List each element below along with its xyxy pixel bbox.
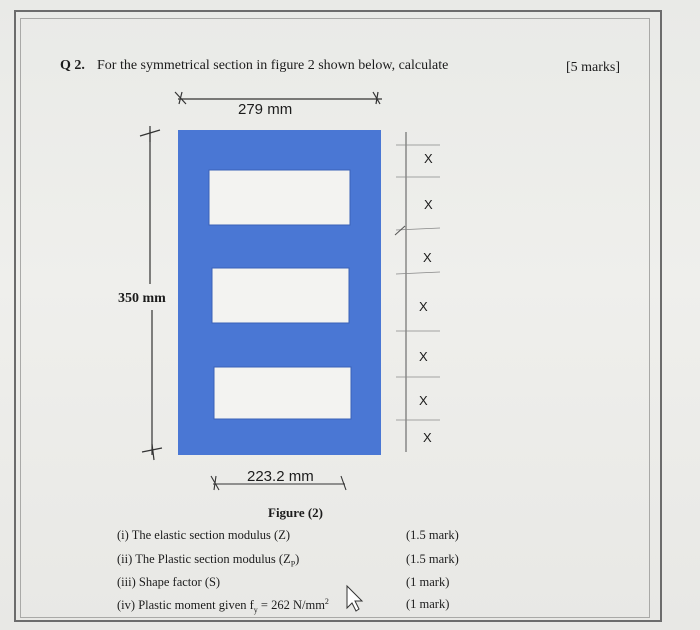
item-marks: (1.5 mark) <box>406 552 459 566</box>
x-label: X <box>419 299 428 314</box>
item-elastic-modulus: (i) The elastic section modulus (Z) <box>117 528 291 542</box>
total-marks: [5 marks] <box>566 60 621 75</box>
top-dimension <box>175 92 382 118</box>
question-text: For the symmetrical section in figure 2 shown below, calculate <box>97 58 449 73</box>
top-width-label: 279 mm <box>238 101 293 118</box>
height-label: 350 mm <box>118 291 166 306</box>
item-plastic-modulus: (ii) The Plastic section modulus $(Z_P)$ <box>117 552 300 569</box>
x-label: X <box>423 250 432 265</box>
height-dimension <box>118 126 166 460</box>
item-shape-factor: (iii) Shape factor (S) <box>117 575 221 589</box>
blue-section <box>178 130 381 455</box>
opening-bottom <box>214 367 351 419</box>
item-plastic-moment: (iv) Plastic moment given $f_y = 262$ $N/mm^2$ <box>117 597 329 615</box>
x-label: X <box>419 349 428 364</box>
x-label: X <box>424 197 433 212</box>
x-label: X <box>419 393 428 408</box>
figure-caption: Figure (2) <box>268 505 323 520</box>
x-label: X <box>423 430 432 445</box>
opening-middle <box>212 268 349 323</box>
bottom-dimension <box>211 468 346 490</box>
x-label: X <box>424 151 433 166</box>
opening-top <box>209 170 350 225</box>
cursor-icon <box>347 586 362 611</box>
item-marks: (1 mark) <box>406 597 450 611</box>
x-marker-column <box>395 132 440 452</box>
question-number: Q 2. <box>60 58 85 73</box>
item-marks: (1.5 mark) <box>406 528 459 542</box>
item-marks: (1 mark) <box>406 575 450 589</box>
bottom-width-label: 223.2 mm <box>247 468 314 485</box>
